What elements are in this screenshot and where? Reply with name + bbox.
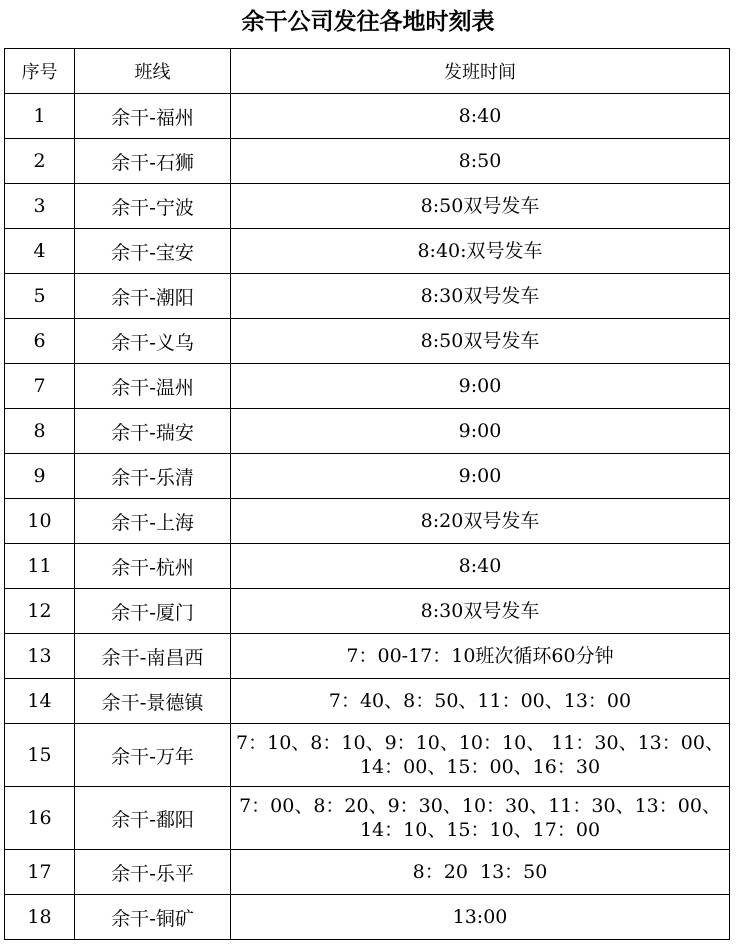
row-number: 2 <box>5 139 75 184</box>
row-number: 3 <box>5 184 75 229</box>
departure-time-cell: 8:50双号发车 <box>231 319 730 364</box>
row-number: 15 <box>5 724 75 787</box>
route-cell: 余干-万年 <box>75 724 231 787</box>
row-number: 4 <box>5 229 75 274</box>
departure-time-cell: 13:00 <box>231 895 730 940</box>
header-departure-time: 发班时间 <box>231 49 730 94</box>
row-number: 18 <box>5 895 75 940</box>
route-cell: 余干-宝安 <box>75 229 231 274</box>
departure-time-cell: 9:00 <box>231 454 730 499</box>
departure-time-cell: 8:40:双号发车 <box>231 229 730 274</box>
table-row <box>5 787 730 850</box>
row-number: 5 <box>5 274 75 319</box>
row-number: 10 <box>5 499 75 544</box>
table-row <box>5 364 730 409</box>
route-cell: 余干-上海 <box>75 499 231 544</box>
timetable <box>4 48 730 940</box>
departure-time-cell: 7：40、8：50、11：00、13：00 <box>231 679 730 724</box>
departure-time-cell: 8:30双号发车 <box>231 274 730 319</box>
row-number: 11 <box>5 544 75 589</box>
departure-time-cell: 8：20 13：50 <box>231 850 730 895</box>
route-cell: 余干-石狮 <box>75 139 231 184</box>
row-number: 7 <box>5 364 75 409</box>
row-number: 13 <box>5 634 75 679</box>
route-cell: 余干-乐清 <box>75 454 231 499</box>
table-row <box>5 454 730 499</box>
table-row <box>5 184 730 229</box>
row-number: 16 <box>5 787 75 850</box>
route-cell: 余干-铜矿 <box>75 895 231 940</box>
route-cell: 余干-南昌西 <box>75 634 231 679</box>
route-cell: 余干-厦门 <box>75 589 231 634</box>
departure-time-cell: 8:50双号发车 <box>231 184 730 229</box>
row-number: 12 <box>5 589 75 634</box>
departure-time-cell: 7：00-17：10班次循环60分钟 <box>231 634 730 679</box>
departure-time-cell: 8:40 <box>231 94 730 139</box>
row-number: 14 <box>5 679 75 724</box>
route-cell: 余干-宁波 <box>75 184 231 229</box>
route-cell: 余干-鄱阳 <box>75 787 231 850</box>
table-row <box>5 679 730 724</box>
table-row <box>5 319 730 364</box>
row-number: 17 <box>5 850 75 895</box>
row-number: 8 <box>5 409 75 454</box>
route-cell: 余干-潮阳 <box>75 274 231 319</box>
table-row <box>5 274 730 319</box>
departure-time-cell: 8:50 <box>231 139 730 184</box>
departure-time-cell: 8:40 <box>231 544 730 589</box>
header-number: 序号 <box>5 49 75 94</box>
table-row <box>5 229 730 274</box>
table-row <box>5 895 730 940</box>
table-header-row <box>5 49 730 94</box>
table-row <box>5 139 730 184</box>
route-cell: 余干-温州 <box>75 364 231 409</box>
route-cell: 余干-瑞安 <box>75 409 231 454</box>
table-row <box>5 544 730 589</box>
route-cell: 余干-杭州 <box>75 544 231 589</box>
departure-time-cell: 7：10、8：10、9：10、10：10、 11：30、13：00、14：00、15：00、16：30 <box>231 724 730 787</box>
row-number: 1 <box>5 94 75 139</box>
route-cell: 余干-福州 <box>75 94 231 139</box>
departure-time-cell: 8:30双号发车 <box>231 589 730 634</box>
table-row <box>5 499 730 544</box>
route-cell: 余干-义乌 <box>75 319 231 364</box>
row-number: 9 <box>5 454 75 499</box>
table-row <box>5 724 730 787</box>
departure-time-cell: 8:20双号发车 <box>231 499 730 544</box>
table-row <box>5 850 730 895</box>
departure-time-cell: 9:00 <box>231 409 730 454</box>
route-cell: 余干-景德镇 <box>75 679 231 724</box>
route-cell: 余干-乐平 <box>75 850 231 895</box>
row-number: 6 <box>5 319 75 364</box>
table-row <box>5 94 730 139</box>
page-title: 余干公司发往各地时刻表 <box>241 9 495 35</box>
table-row <box>5 634 730 679</box>
departure-time-cell: 7：00、8：20、9：30、10：30、11：30、13：00、14：10、15：10、17：00 <box>231 787 730 850</box>
departure-time-cell: 9:00 <box>231 364 730 409</box>
table-row <box>5 589 730 634</box>
header-route: 班线 <box>75 49 231 94</box>
table-row <box>5 409 730 454</box>
